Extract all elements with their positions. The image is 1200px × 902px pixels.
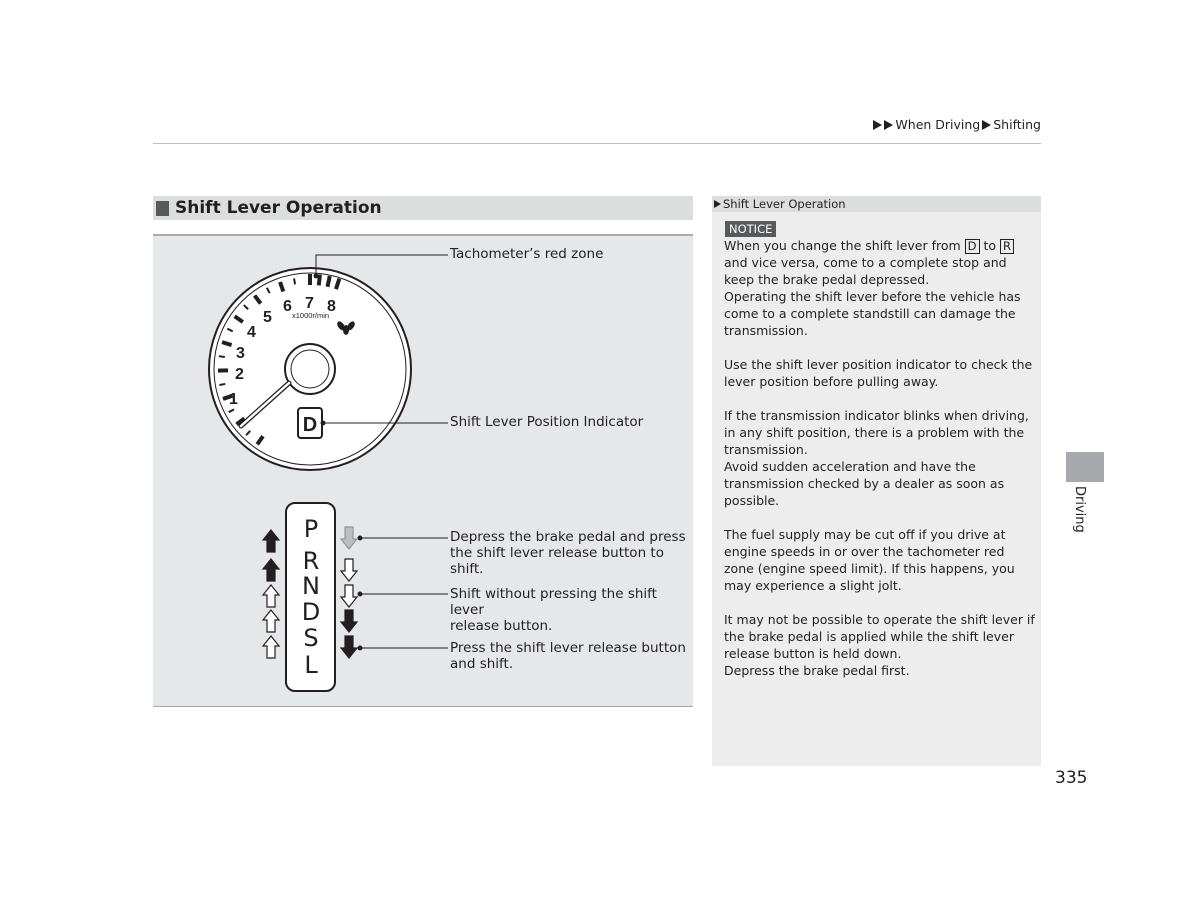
triangle-icon	[884, 120, 893, 130]
tachometer-gauge	[209, 268, 411, 470]
paragraph: The fuel supply may be cut off if you drive at engine speeds in or over the tachometer red zone (engine speed limit). If this happens, you may experience a slight jolt.	[724, 527, 1015, 593]
shift-position-S: S	[303, 624, 319, 652]
paragraph	[724, 407, 1036, 509]
gauge-number: 5	[263, 309, 272, 326]
key-d-badge: D	[965, 239, 980, 254]
gauge-number: 6	[283, 298, 292, 315]
gauge-number: 8	[327, 298, 336, 315]
text: to	[979, 238, 1001, 253]
triangle-icon	[982, 120, 991, 130]
shift-position-D: D	[301, 598, 321, 626]
arrow-up-icon	[263, 559, 279, 581]
notice-badge: NOTICE	[725, 221, 776, 237]
sidebar-heading	[712, 196, 1041, 212]
text: and vice versa, come to a complete stop and keep the brake pedal depressed.	[724, 255, 1007, 287]
text: Operating the shift lever before the vehicle has come to a complete standstill can damage the transmission.	[724, 289, 1021, 338]
chapter-tab[interactable]	[1066, 452, 1104, 482]
arrow-up-icon	[263, 585, 279, 607]
gauge-number: 4	[247, 324, 256, 341]
callout-position-indicator: Shift Lever Position Indicator	[450, 414, 644, 430]
callout-brake-press: Depress the brake pedal and press the shift lever release button to shift.	[450, 529, 686, 577]
breadcrumb-item[interactable]: When Driving	[895, 117, 981, 132]
arrow-up-icon	[263, 610, 279, 632]
paragraph: Use the shift lever position indicator to check the lever position before pulling away.	[724, 357, 1033, 389]
red-zone-tick	[327, 276, 329, 287]
sidebar-body	[724, 237, 1036, 696]
sidebar-heading-text: Shift Lever Operation	[723, 197, 846, 211]
paragraph	[724, 237, 1036, 339]
triangle-icon	[714, 200, 721, 208]
text: When you change the shift lever from	[724, 238, 965, 253]
shift-illustration	[153, 236, 693, 706]
section-title: Shift Lever Operation	[175, 198, 382, 218]
shift-position-L: L	[304, 651, 318, 679]
callout-press-button: Press the shift lever release button and shift.	[450, 640, 686, 672]
section-heading	[153, 196, 693, 220]
gauge-tick	[294, 278, 295, 284]
red-zone-tick	[319, 275, 320, 286]
breadcrumb-item[interactable]: Shifting	[993, 117, 1041, 132]
callout-no-press: Shift without pressing the shift lever release button.	[450, 586, 657, 634]
arrow-up-icon	[263, 530, 279, 552]
illustration-panel	[153, 234, 693, 707]
chapter-tab-label[interactable]: Driving	[1072, 486, 1087, 533]
gauge-number: 2	[235, 366, 244, 383]
arrow-down-icon	[341, 527, 357, 549]
shift-position-P: P	[303, 515, 319, 543]
gauge-tick	[219, 384, 225, 385]
shift-position-R: R	[302, 547, 320, 575]
shift-position-N: N	[302, 572, 320, 600]
gauge-number: 1	[229, 391, 238, 408]
text: If the transmission indicator blinks when driving, in any shift position, there is a problem with the transmission.	[724, 408, 1029, 457]
gauge-tick	[219, 356, 225, 357]
paragraph	[724, 611, 1036, 679]
gauge-unit-label: x1000r/min	[292, 311, 330, 320]
gauge-number: 3	[236, 345, 245, 362]
text: Avoid sudden acceleration and have the transmission checked by a dealer as soon as possible.	[724, 459, 1005, 508]
text: Depress the brake pedal first.	[724, 663, 910, 678]
text: It may not be possible to operate the shift lever if the brake pedal is applied while the shift lever release button is held down.	[724, 612, 1035, 661]
gauge-tick	[222, 342, 232, 345]
arrow-down-icon	[341, 585, 357, 607]
square-bullet-icon	[156, 201, 169, 216]
position-indicator-letter: D	[302, 414, 318, 436]
callout-red-zone: Tachometer’s red zone	[450, 246, 604, 262]
arrow-up-icon	[263, 636, 279, 658]
arrow-down-icon	[341, 636, 357, 658]
shift-gate	[286, 503, 335, 691]
page-number: 335	[1055, 768, 1088, 788]
gauge-number: 7	[305, 295, 314, 312]
sidebar-note	[712, 196, 1041, 766]
breadcrumb	[873, 117, 1041, 132]
header-divider	[153, 143, 1041, 144]
arrow-down-icon	[341, 559, 357, 581]
key-r-badge: R	[1000, 239, 1014, 254]
arrow-down-icon	[341, 610, 357, 632]
triangle-icon	[873, 120, 882, 130]
